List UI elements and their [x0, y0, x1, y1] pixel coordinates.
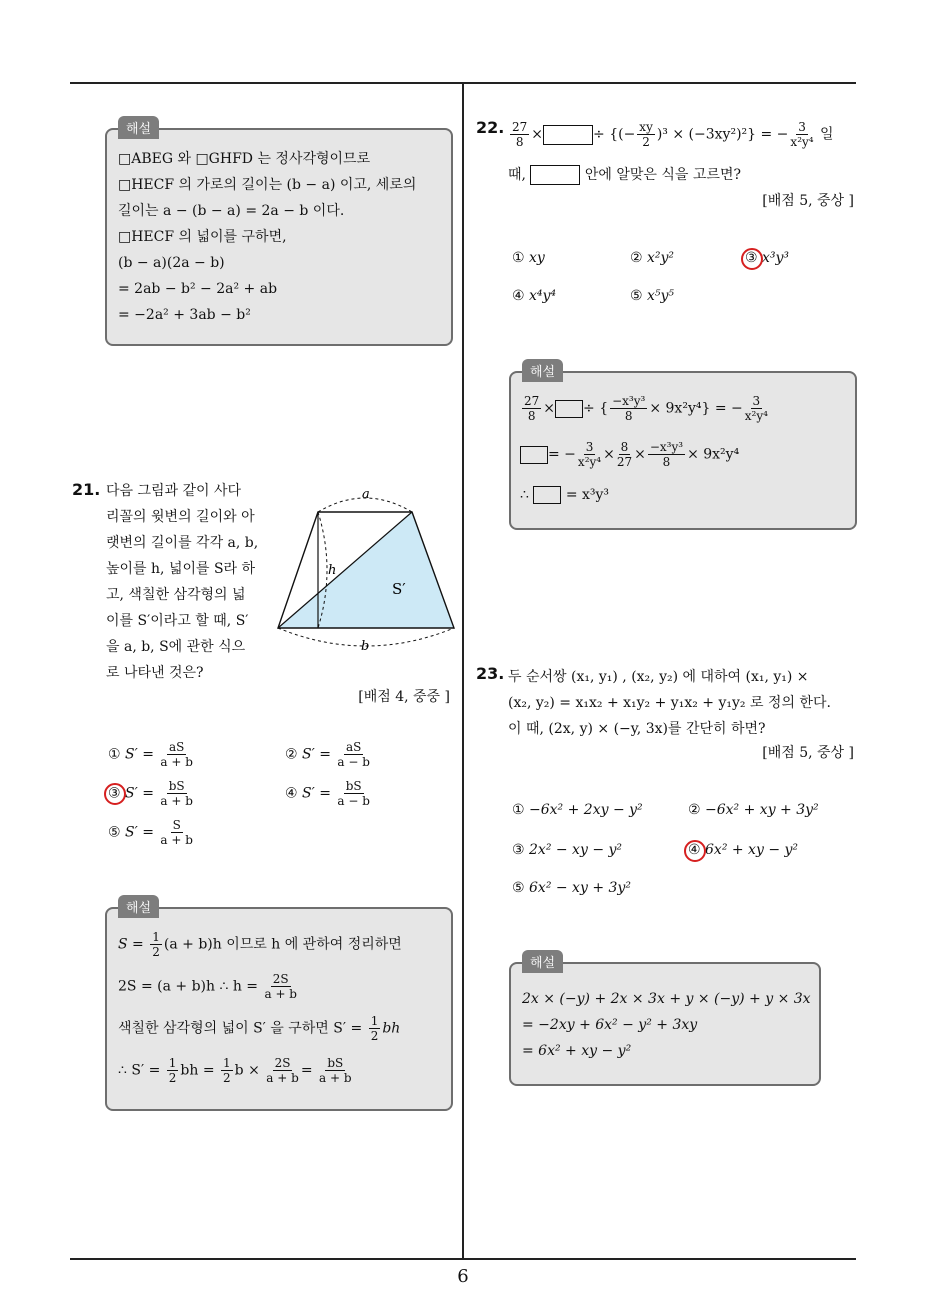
q23-option-3[interactable]: ③ 2x² − xy − y²: [512, 842, 623, 858]
q20-line: = 2ab − b² − 2a² + ab: [118, 281, 278, 297]
q23-sol-line: 2x × (−y) + 2x × 3x + y × (−y) + y × 3x: [522, 991, 811, 1007]
q20-line: (b − a)(2a − b): [118, 255, 225, 271]
q20-solution-text: [118, 146, 416, 328]
q20-line: □HECF 의 가로의 길이는 (b − a) 이고, 세로의: [118, 177, 417, 193]
q21-stem: [106, 478, 258, 686]
q22-solution-tag: 해설: [522, 359, 563, 382]
q23-option-4[interactable]: ④ 6x² + xy − y²: [688, 842, 799, 858]
shaded-triangle: [278, 512, 454, 628]
q23-option-1[interactable]: ① −6x² + 2xy − y²: [512, 802, 643, 818]
q22-option-5[interactable]: ⑤ x⁵y⁵: [630, 288, 675, 304]
q20-line: 길이는 a − (b − a) = 2a − b 이다.: [118, 203, 345, 219]
q21-option-1[interactable]: ① S′ = $\frac{aS}{a + b}$: [108, 740, 193, 769]
q22-option-2[interactable]: ② x²y²: [630, 250, 675, 266]
q23-score: [배점 5, 중상 ]: [762, 745, 854, 761]
q20-line: □HECF 의 넓이를 구하면,: [118, 229, 287, 245]
q23-solution-tag: 해설: [522, 950, 563, 973]
q21-option-2[interactable]: ② S′ = $\frac{aS}{a - b}$: [285, 740, 370, 769]
q22-sol-line-1: $\frac{27}{8}$ × ÷ { $\frac{\text{−x³y³}}{8}$ × 9x²y⁴} = − $\frac{3}{\text{x²y⁴}}$: [524, 394, 768, 423]
q23-number: 23.: [476, 664, 505, 683]
q23-option-2[interactable]: ② −6x² + xy + 3y²: [688, 802, 819, 818]
q20-line: = −2a² + 3ab − b²: [118, 307, 251, 323]
label-bottom-b: b: [361, 639, 370, 654]
q21-answer-circle: [104, 783, 126, 805]
q22-score: [배점 5, 중상 ]: [762, 193, 854, 209]
q21-stem-line: 을 a, b, S에 관한 식으: [106, 639, 246, 655]
q22-blank-inline: [530, 165, 580, 185]
q23-stem: [508, 664, 831, 742]
q23-answer-circle: [684, 840, 706, 862]
column-divider: [462, 84, 464, 1259]
q23-sol-line: = 6x² + xy − y²: [522, 1043, 632, 1059]
q21-score: [배점 4, 중중 ]: [358, 689, 450, 705]
q23-option-5[interactable]: ⑤ 6x² − xy + 3y²: [512, 880, 631, 896]
q21-option-5[interactable]: ⑤ S′ = $\frac{S}{a + b}$: [108, 818, 193, 847]
q21-option-4[interactable]: ④ S′ = $\frac{bS}{a - b}$: [285, 779, 370, 808]
q23-stem-line: 이 때, (2x, y) × (−y, 3x)를 간단히 하면?: [508, 721, 766, 737]
q21-trapezoid-figure: [272, 484, 462, 654]
q21-solution-tag: 해설: [118, 895, 159, 918]
q22-answer-blank: [543, 125, 593, 145]
q21-sol-line-1: S = $\frac{1}{2}$ (a + b)h 이므로 h 에 관하여 정리하면: [118, 930, 402, 959]
q23-stem-line: 두 순서쌍 (x₁, y₁) , (x₂, y₂) 에 대하여 (x₁, y₁) ×: [508, 669, 809, 685]
bottom-rule: [70, 1258, 856, 1260]
q21-sol-line-2: 2S = (a + b)h ∴ h = $\frac{2S}{a + b}$: [118, 972, 297, 1001]
q21-stem-line: 고, 색칠한 삼각형의 넓: [106, 587, 246, 603]
q23-stem-line: (x₂, y₂) = x₁x₂ + x₁y₂ + y₁x₂ + y₁y₂ 로 정의 한다.: [508, 695, 831, 711]
label-area-s: S′: [392, 580, 406, 598]
q21-stem-line: 리꼴의 윗변의 길이와 아: [106, 509, 255, 525]
q21-number: 21.: [72, 480, 101, 499]
q22-sol-line-3: ∴ = x³y³: [520, 487, 610, 503]
label-top-a: a: [362, 487, 370, 502]
q22-stem-line-2: 때, 안에 알맞은 식을 고르면?: [508, 167, 741, 183]
q21-stem-line: 이를 S′이라고 할 때, S′: [106, 613, 249, 629]
q22-option-3[interactable]: ③ x³y³: [745, 250, 790, 266]
q20-line: □ABEG 와 □GHFD 는 정사각형이므로: [118, 151, 371, 167]
q21-stem-line: 높이를 h, 넓이를 S라 하: [106, 561, 256, 577]
q21-stem-line: 로 나타낸 것은?: [106, 665, 204, 681]
q22-sol-line-2: = − $\frac{3}{\text{x²y⁴}}$ × $\frac{8}{27}$ × $\frac{\text{−x³y³}}{8}$ × 9x²y⁴: [520, 440, 739, 469]
q23-solution-text: [522, 986, 811, 1064]
q21-stem-line: 랫변의 길이를 각각 a, b,: [106, 535, 259, 551]
q22-option-4[interactable]: ④ x⁴y⁴: [512, 288, 557, 304]
q21-option-3[interactable]: ③ S′ = $\frac{bS}{a + b}$: [108, 779, 193, 808]
q20-solution-tag: 해설: [118, 116, 159, 139]
q22-answer-circle: [741, 248, 763, 270]
q22-option-1[interactable]: ① xy: [512, 250, 545, 266]
q21-stem-line: 다음 그림과 같이 사다: [106, 483, 242, 499]
q22-number: 22.: [476, 118, 505, 137]
page-number: 6: [457, 1266, 469, 1287]
q23-sol-line: = −2xy + 6x² − y² + 3xy: [522, 1017, 698, 1033]
q22-stem-line-1: $\frac{27}{8}$ × ÷ {(− $\frac{xy}{2}$ )³ × (−3xy²)²} = − $\frac{3}{\text{x²y⁴}}$ 일: [512, 120, 834, 149]
q21-sol-line-4: ∴ S′ = $\frac{1}{2}$ bh = $\frac{1}{2}$ b × $\frac{2S}{a + b}$ = $\frac{bS}{a + b}$: [118, 1056, 352, 1085]
q21-sol-line-3: 색칠한 삼각형의 넓이 S′ 을 구하면 S′ = $\frac{1}{2}$ bh: [118, 1014, 401, 1043]
label-height-h: h: [328, 563, 337, 578]
